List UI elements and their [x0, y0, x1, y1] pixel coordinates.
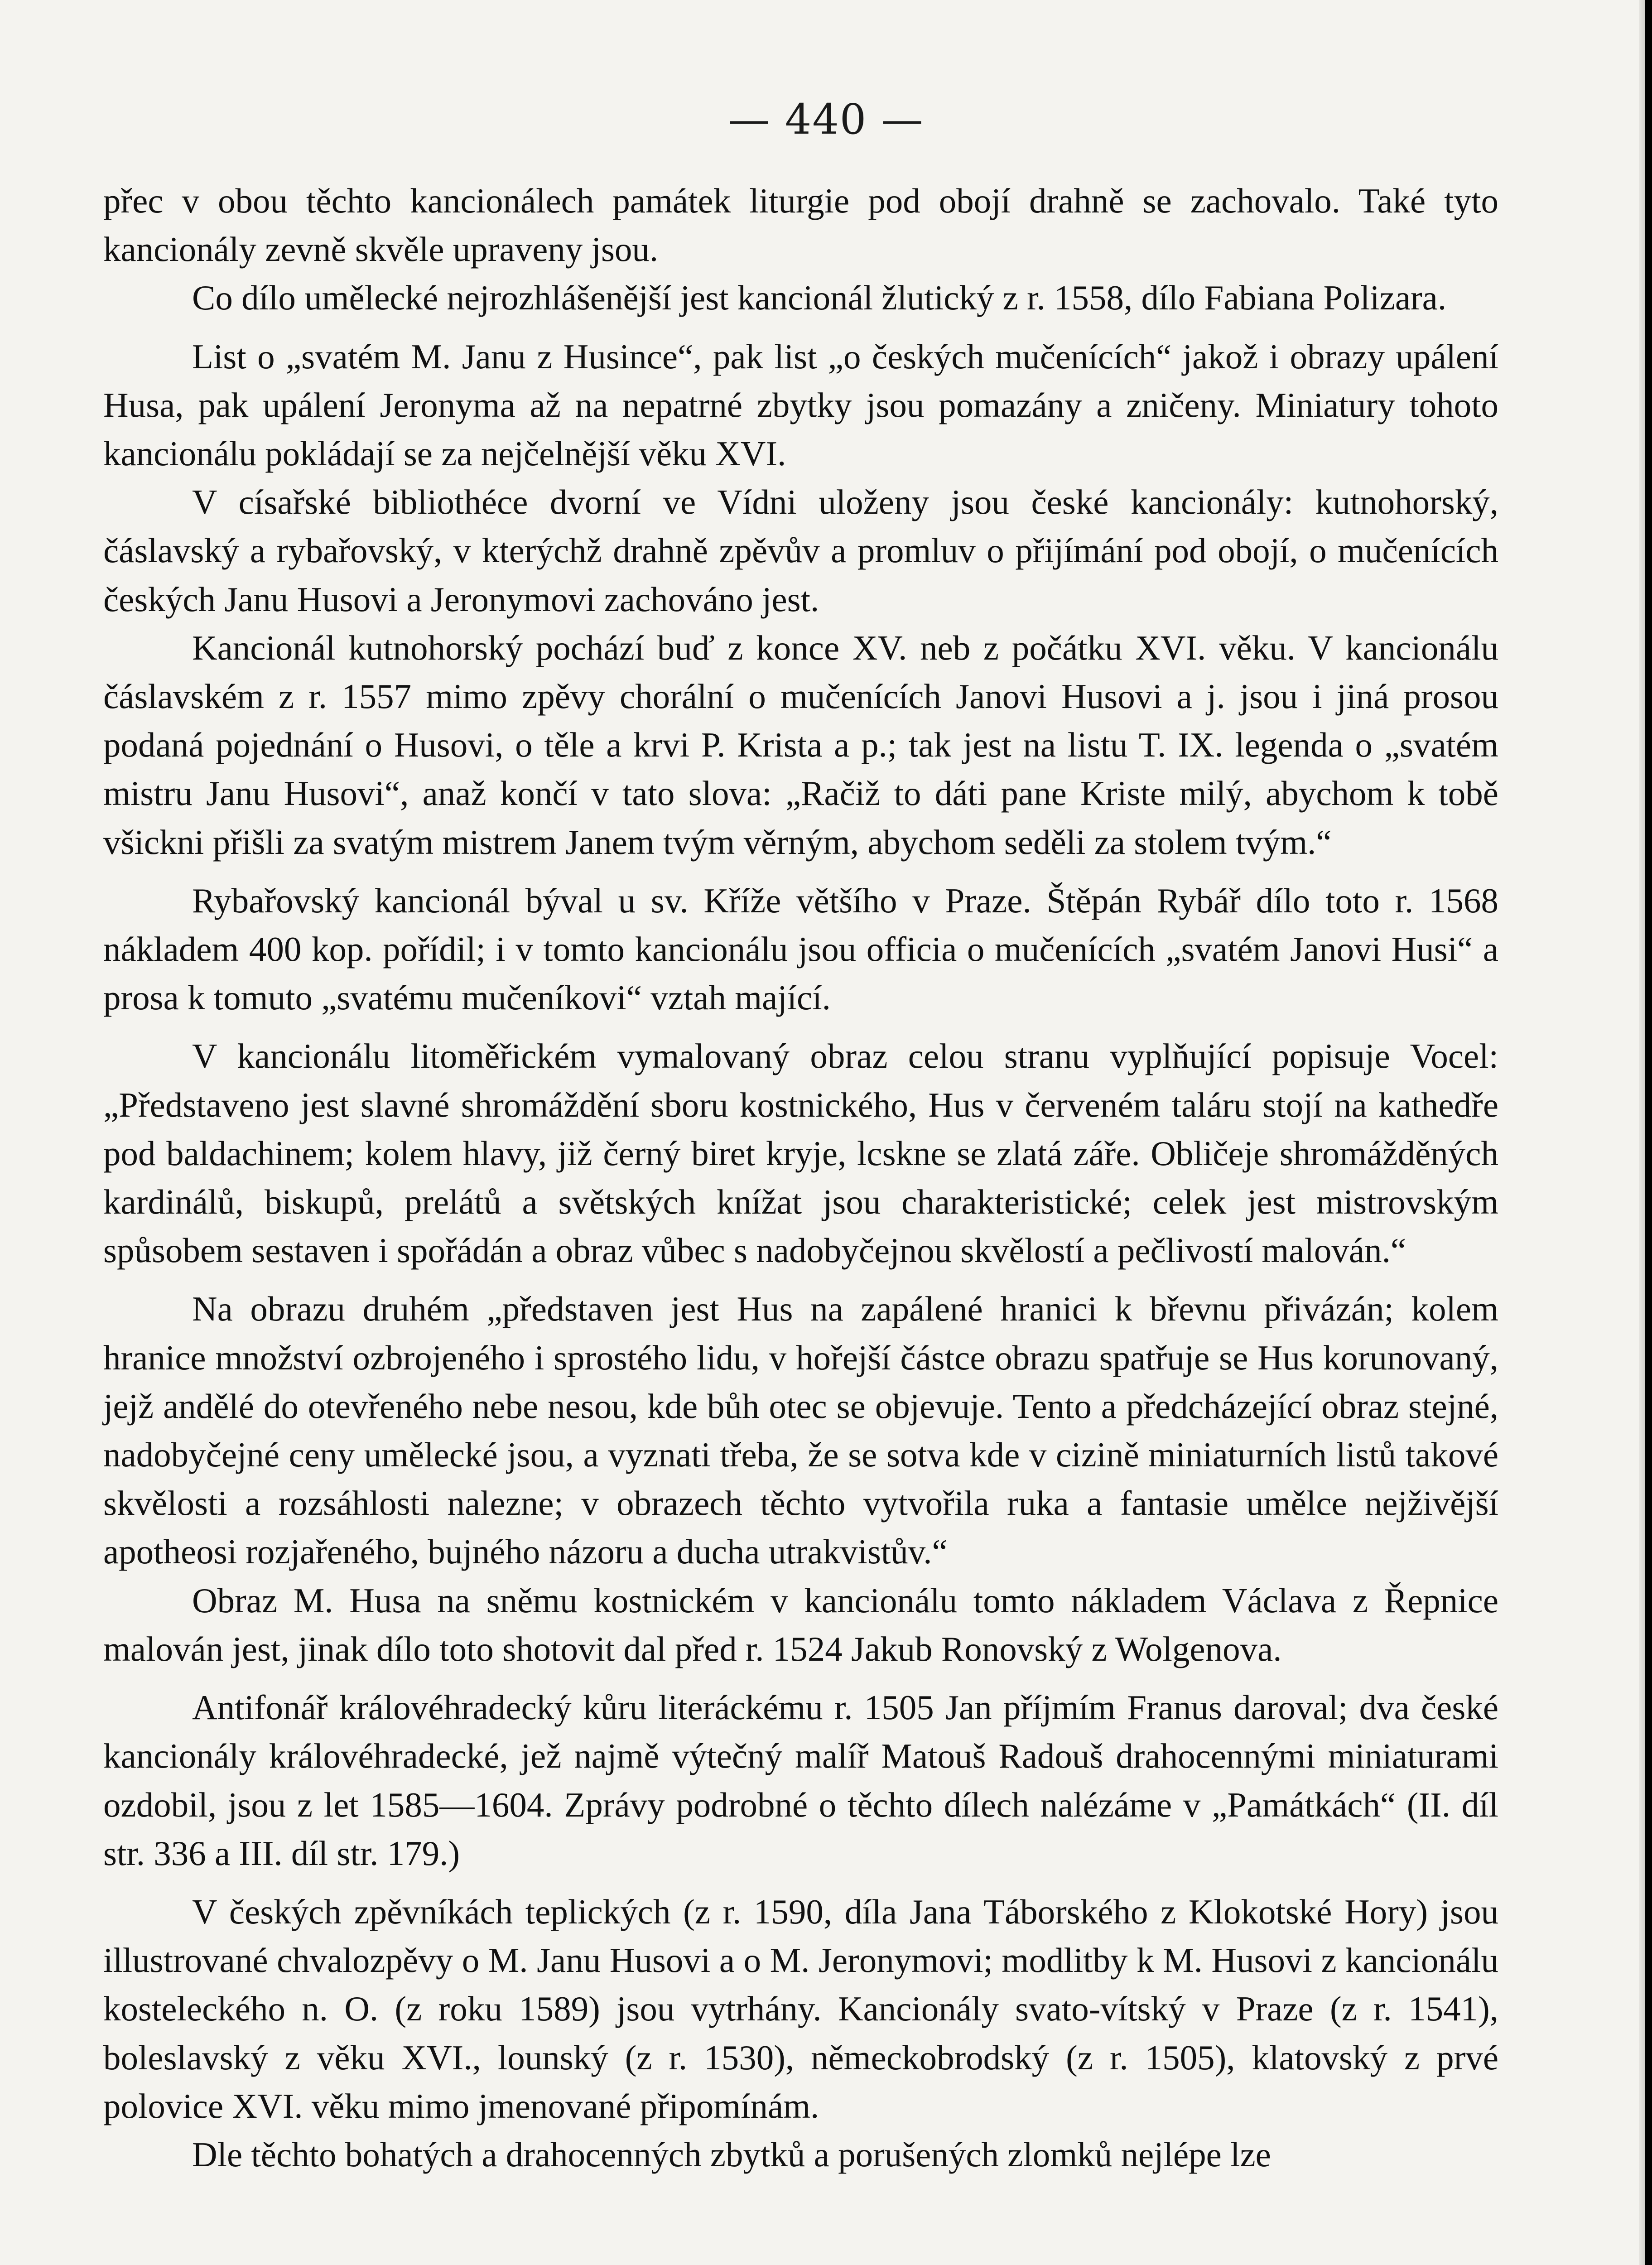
paragraph: Obraz M. Husa na sněmu kostnickém v kancionálu tomto nákladem Václava z Řepnice malován jest, jinak dílo toto shotovit dal před r. 1524 Jakub Ronovský z Wolgenova. — [103, 1581, 1498, 1668]
paragraph: Co dílo umělecké nejrozhlášenější jest kancionál žlutický z r. 1558, dílo Fabiana Polizara. — [192, 278, 1447, 318]
page-number: — 440 — — [728, 95, 924, 144]
paragraph: Rybařovský kancionál býval u sv. Kříže většího v Praze. Štěpán Rybář dílo toto r. 1568 nákladem 400 kop. pořídil; i v tomto kancionálu jsou officia o mučenících „svatém Janovi Husi“ a prosa k tomuto „svatému mučeníkovi“ vztah mající. — [103, 881, 1498, 1017]
paragraph: Kancionál kutnohorský pochází buď z konce XV. neb z počátku XVI. věku. V kancionálu čáslavském z r. 1557 mimo zpěvy chorální o mučenících Janovi Husovi a j. jsou i jiná prosou podaná pojednání o Husovi, o těle a krvi P. Krista a p.; tak jest na listu T. IX. legenda o „svatém mistru Janu Husovi“, anaž končí v tato slova: „Račiž to dáti pane Kriste milý, abychom k tobě všickni přišli za svatým mistrem Janem tvým věrným, abychom seděli za stolem tvým.“ — [103, 628, 1498, 862]
paragraph: V kancionálu litoměřickém vymalovaný obraz celou stranu vyplňující popisuje Vocel: „Představeno jest slavné shromáždění sboru kostnického, Hus v červeném taláru stojí na kathedře pod baldachinem; kolem hlavy, již černý biret kryje, lcskne se zlatá záře. Obličeje shromážděných kardinálů, biskupů, prelátů a světských knížat jsou charakteristické; celek jest mistrovským spůsobem sestaven i spořádán a obraz vůbec s nadobyčejnou skvělostí a pečlivostí malován.“ — [103, 1036, 1498, 1270]
paragraph: V císařské bibliothéce dvorní ve Vídni uloženy jsou české kancionály: kutnohorský, čáslavský a rybařovský, v kterýchž drahně zpěvův a promluv o přijímání pod obojí, o mučenících českých Janu Husovi a Jeronymovi zachováno jest. — [103, 482, 1498, 619]
body-text — [103, 177, 1498, 2179]
paragraph: Dle těchto bohatých a drahocenných zbytků a porušených zlomků nejlépe lze — [192, 2135, 1271, 2174]
paragraph: V českých zpěvníkách teplických (z r. 1590, díla Jana Táborského z Klokotské Hory) jsou illustrované chvalozpěvy o M. Janu Husovi a o M. Jeronymovi; modlitby k M. Husovi z kancionálu kosteleckého n. O. (z roku 1589) jsou vytrhány. Kancionály svato-vítský v Praze (z r. 1541), boleslavský z věku XVI., lounský (z r. 1530), německobrodský (z r. 1505), klatovský z prvé polovice XVI. věku mimo jmenované připomínám. — [103, 1892, 1498, 2125]
paragraph: List o „svatém M. Janu z Husince“, pak list „o českých mučenících“ jakož i obrazy upálení Husa, pak upálení Jeronyma až na nepatrné zbytky jsou pomazány a zničeny. Miniatury tohoto kancionálu pokládají se za nejčelnější věku XVI. — [103, 337, 1498, 473]
paragraph: Na obrazu druhém „představen jest Hus na zapálené hranici k břevnu přivázán; kolem hranice množství ozbrojeného i sprostého lidu, v hořejší částce obrazu spatřuje se Hus korunovaný, jejž andělé do otevřeného nebe nesou, kde bůh otec se objevuje. Tento a předcházející obraz stejné, nadobyčejné ceny umělecké jsou, a vyznati třeba, že se sotva kde v cizině miniaturních listů takové skvělosti a rozsáhlosti nalezne; v obrazech těchto vytvořila ruka a fantasie umělce nejživější apotheosi rozjařeného, bujného názoru a ducha utrakvistův.“ — [103, 1289, 1498, 1571]
paragraph: Antifonář královéhradecký kůru literáckému r. 1505 Jan příjmím Franus daroval; dva české kancionály královéhradecké, jež najmě výtečný malíř Matouš Radouš drahocennými miniaturami ozdobil, jsou z let 1585—1604. Zprávy podrobné o těchto dílech nalézáme v „Památkách“ (II. díl str. 336 a III. díl str. 179.) — [103, 1688, 1498, 1873]
paragraph-continuation: přec v obou těchto kancionálech památek liturgie pod obojí drahně se zachovalo. Také tyto kancionály zevně skvěle upraveny jsou. — [103, 181, 1498, 269]
